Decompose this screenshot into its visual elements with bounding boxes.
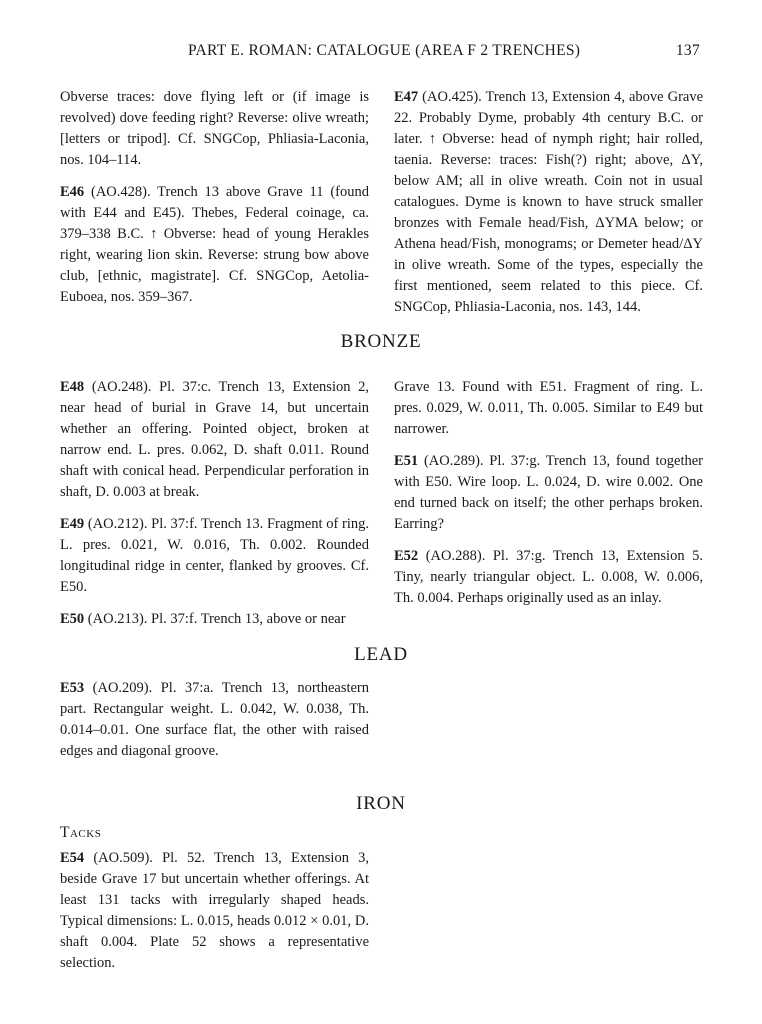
entry-continuation: Obverse traces: dove flying left or (if image is revolved) dove feeding right? Reverse: olive wreath; [letters or tripod]. Cf. SNGCop, Phliasia-Laconia, nos. 104–114. [60, 89, 369, 168]
section-heading-bronze: BRONZE [340, 331, 422, 352]
iron-column [60, 848, 369, 974]
entry-continuation-e50: Grave 13. Found with E51. Fragment of ring. L. pres. 0.029, W. 0.011, Th. 0.005. Similar to E49 but narrower. [394, 379, 703, 437]
entry-text: (AO.288). Pl. 37:g. Trench 13, Extension 5. Tiny, nearly triangular object. L. 0.008, W. 0.006, Th. 0.004. Perhaps originally used as an inlay. [394, 548, 703, 606]
bronze-left-column [60, 377, 369, 630]
catalogue-entry-e49 [60, 514, 369, 598]
tacks-label: Tacks [60, 824, 102, 841]
entry-text: (AO.213). Pl. 37:f. Trench 13, above or near [87, 611, 346, 627]
catalogue-entry-e46 [60, 182, 369, 308]
catalogue-entry-e54 [60, 848, 369, 974]
catalogue-entry-e53 [60, 678, 369, 762]
section-heading-lead: LEAD [354, 644, 408, 665]
entry-id: E50 [60, 611, 85, 627]
entry-text: (AO.289). Pl. 37:g. Trench 13, found together with E50. Wire loop. L. 0.024, D. wire 0.002. One end turned back on itself; the other perhaps broken. Earring? [394, 453, 703, 532]
entry-text: (AO.428). Trench 13 above Grave 11 (found with E44 and E45). Thebes, Federal coinage, ca. 379–338 B.C. ↑ Obverse: head of young Herakles right, wearing lion skin. Reverse: strung bow above club, [ethnic, magistrate]. Cf. SNGCop, Aetolia-Euboea, nos. 359–367. [60, 184, 369, 305]
bronze-right-column [394, 377, 703, 609]
entry-text: (AO.209). Pl. 37:a. Trench 13, northeastern part. Rectangular weight. L. 0.042, W. 0.038, Th. 0.014–0.01. One surface flat, the other with raised edges and diagonal groove. [60, 680, 370, 759]
entry-id: E54 [60, 850, 85, 866]
catalogue-entry-e51 [394, 451, 703, 535]
entry-text: (AO.248). Pl. 37:c. Trench 13, Extension 2, near head of burial in Grave 14, but uncertain whether an offering. Pointed object, broken at narrow end. L. pres. 0.062, D. shaft 0.011. Round shaft with conical head. Perpendicular perforation in shaft, D. 0.003 at break. [60, 379, 370, 500]
entry-id: E52 [394, 548, 419, 564]
subsection-heading-tacks [60, 824, 101, 842]
section-heading-iron: IRON [356, 793, 406, 814]
entry-text: (AO.425). Trench 13, Extension 4, above Grave 22. Probably Dyme, probably 4th century B.C. or later. ↑ Obverse: head of nymph right; hair rolled, taenia. Reverse: traces: Fish(?) right; above, ΔY, below AM; all in olive wreath. Coin not in usual catalogues. Dyme is known to have struck smaller bronzes with Female head/Fish, ΔYMA below; or Athena head/Fish, monograms; or Demeter head/ΔY in olive wreath. Some of the types, especially the first mentioned, seem related to this piece. Cf. SNGCop, Phliasia-Laconia, nos. 143, 144. [394, 89, 704, 315]
top-left-column [60, 87, 369, 308]
entry-text: (AO.212). Pl. 37:f. Trench 13. Fragment of ring. L. pres. 0.021, W. 0.016, Th. 0.002. Rounded longitudinal ridge in center, flanked by grooves. Cf. E50. [60, 516, 370, 595]
entry-id: E53 [60, 680, 85, 696]
entry-id: E46 [60, 184, 85, 200]
catalogue-entry-e52 [394, 546, 703, 609]
entry-id: E48 [60, 379, 85, 395]
entry-id: E47 [394, 89, 419, 105]
catalogue-entry-e48 [60, 377, 369, 503]
lead-column [60, 678, 369, 762]
top-right-column [394, 87, 703, 318]
catalogue-entry-e50 [60, 609, 369, 630]
catalogue-entry-e47 [394, 87, 703, 318]
entry-text: (AO.509). Pl. 52. Trench 13, Extension 3, beside Grave 17 but uncertain whether offerings. At least 131 tacks with irregularly shaped heads. Typical dimensions: L. 0.015, heads 0.012 × 0.01, D. shaft 0.004. Plate 52 shows a representative selection. [60, 850, 369, 971]
header-title: PART E. ROMAN: CATALOGUE (AREA F 2 TRENCHES) [188, 42, 581, 59]
page-number: 137 [675, 42, 700, 59]
entry-id: E51 [394, 453, 419, 469]
entry-id: E49 [60, 516, 85, 532]
running-header [0, 42, 700, 66]
